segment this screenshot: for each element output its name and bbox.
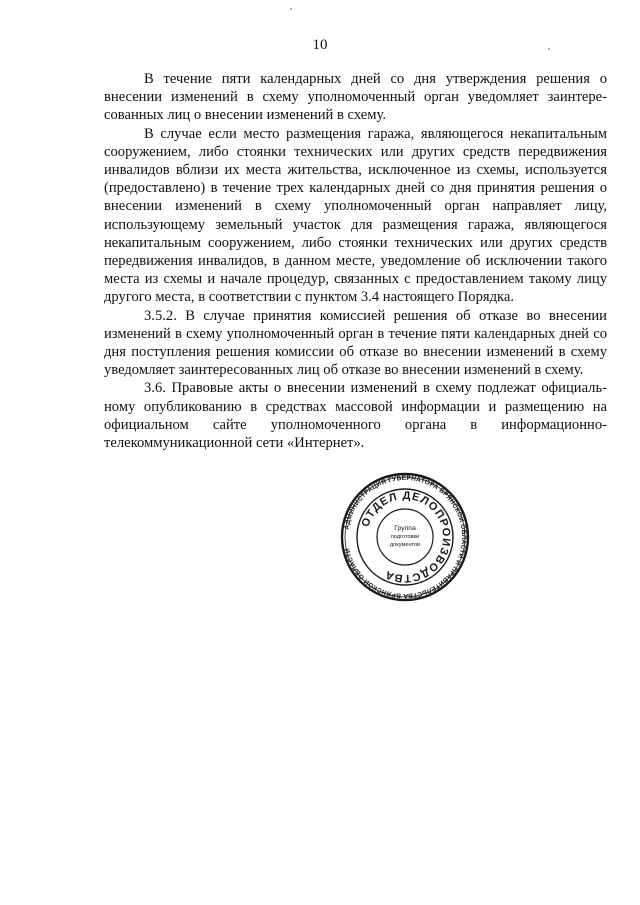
stamp-outer-text: АДМИНИСТРАЦИЯ ГУБЕРНАТОРА БРЯНСКОЙ ОБЛАСТИ И ПРАВИТЕЛЬСТВА БРЯНСКОЙ ОБЛАСТИ <box>343 474 468 600</box>
document-body <box>104 70 607 452</box>
stamp-middle-text: ОТДЕЛ ДЕЛОПРОИЗВОДСТВА <box>359 489 453 585</box>
paragraph-garage-exclusion: В случае если место размещения гаража, являющегося некапитальным сооружением, либо стоянки технических или других средств передвижения инвалидов вблизи их места жительства, исключенное из схемы, используется (предоставлено) в течение трех календарных дней со дня принятия решения о внесении изменений в схему уполномоченный орган направляет лицу, использующему земельный участок для размещения гаража, являющегося некапитальным сооружением, либо стоянки технических или других средств передвижения инвалидов, в данном месте, уведомление об исключении такого места из схемы и начале процедур, связанных с предоставлением такому лицу другого места, в соответствии с пунктом 3.4 настоящего Порядка. <box>104 125 607 306</box>
stamp-center-line-3: документов <box>389 542 421 548</box>
stamp-center-line-2: подготовки <box>390 534 420 540</box>
paragraph-notification: В течение пяти календарных дней со дня утверждения решения о внесении изменений в схему уполномоченный орган уведомляет заинтересованных лиц о внесении изменений в схему. <box>104 71 607 124</box>
page-number: 10 <box>312 37 328 53</box>
official-stamp <box>340 472 470 602</box>
stamp-center-line-1: Группа <box>394 525 416 532</box>
scan-speck <box>290 8 292 10</box>
paragraph-3-5-2: 3.5.2. В случае принятия комиссией решения об отказе во внесении изменений в схему уполномоченный орган в течение пяти календарных дней со дня поступления решения комиссии об отказе во внесении изменений в схему уведомляет заинтересованных лиц об отказе во внесении изменений в схему. <box>104 307 607 379</box>
paragraph-3-6: 3.6. Правовые акты о внесении изменений в схему подлежат официальному опубликованию в средствах массовой информации и размещению на официальном сайте уполномоченного органа в информационно-телекоммуникационной сети «Интернет». <box>104 380 607 452</box>
stamp-seal <box>340 472 470 602</box>
